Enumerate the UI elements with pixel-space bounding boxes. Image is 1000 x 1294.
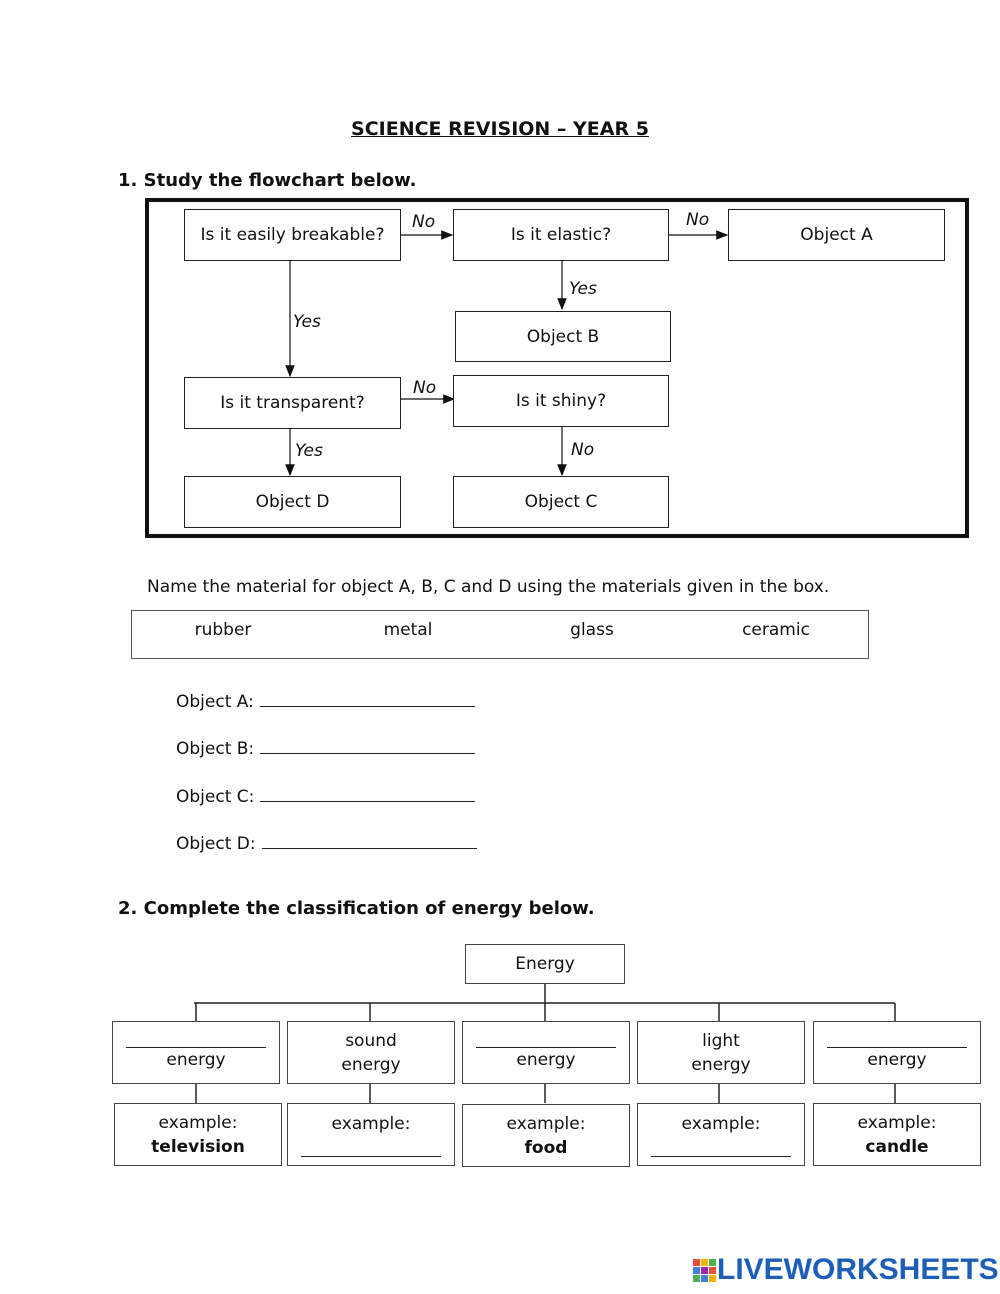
instruction-text: Name the material for object A, B, C and D using the materials given in the box. (147, 577, 830, 597)
node-object-c: Object C (453, 476, 669, 528)
energy-type-blank-5[interactable] (827, 1033, 967, 1048)
example-blank-2[interactable] (301, 1142, 441, 1157)
material-glass: glass (570, 620, 614, 640)
node-object-a: Object A (728, 209, 945, 261)
node-transparent: Is it transparent? (184, 377, 401, 429)
example-label: example: (857, 1112, 937, 1133)
example-label: example: (681, 1114, 761, 1134)
label-no: No (571, 440, 595, 460)
page-title: SCIENCE REVISION – YEAR 5 (351, 118, 649, 140)
example-box-4 (637, 1103, 805, 1166)
label-yes: Yes (295, 441, 323, 461)
question-1-heading: 1. Study the flowchart below. (118, 170, 417, 191)
answer-label: Object B: (176, 739, 255, 759)
energy-type-box-5 (813, 1021, 981, 1084)
energy-word: energy (691, 1054, 751, 1075)
energy-word: energy (166, 1050, 226, 1070)
node-object-d: Object D (184, 476, 401, 528)
answer-blank-d[interactable] (262, 830, 477, 849)
energy-type-box-2 (287, 1021, 455, 1084)
label-no: No (686, 210, 710, 230)
example-box-1 (114, 1103, 282, 1166)
label-no: No (413, 378, 437, 398)
energy-word: energy (867, 1050, 927, 1070)
label-yes: Yes (293, 312, 321, 332)
answer-row-b (176, 735, 475, 759)
materials-box (131, 610, 869, 659)
question-2-heading: 2. Complete the classification of energy below. (118, 898, 595, 919)
label-no: No (412, 212, 436, 232)
answer-label: Object A: (176, 692, 254, 712)
liveworksheets-logo (693, 1253, 999, 1287)
energy-type-blank-3[interactable] (476, 1033, 616, 1048)
energy-type-name: sound (345, 1030, 397, 1051)
answer-row-d (176, 830, 477, 854)
answer-label: Object C: (176, 787, 255, 807)
answer-blank-a[interactable] (260, 688, 475, 707)
liveworksheets-logo-text: LIVEWORKSHEETS (717, 1253, 999, 1286)
energy-word: energy (516, 1050, 576, 1070)
answer-label: Object D: (176, 834, 256, 854)
example-box-5 (813, 1103, 981, 1166)
liveworksheets-logo-icon (693, 1257, 717, 1283)
energy-type-box-1 (112, 1021, 280, 1084)
example-label: example: (158, 1112, 238, 1133)
answer-row-a (176, 688, 475, 712)
energy-type-blank-1[interactable] (126, 1033, 266, 1048)
example-label: example: (506, 1113, 586, 1134)
answer-blank-c[interactable] (260, 783, 475, 802)
example-value: food (524, 1137, 568, 1158)
node-elastic: Is it elastic? (453, 209, 669, 261)
material-ceramic: ceramic (742, 620, 810, 640)
energy-root-label: Energy (515, 954, 575, 974)
energy-word: energy (341, 1054, 401, 1075)
energy-type-box-4 (637, 1021, 805, 1084)
node-breakable: Is it easily breakable? (184, 209, 401, 261)
material-metal: metal (383, 620, 433, 640)
example-label: example: (331, 1114, 411, 1134)
label-yes: Yes (569, 279, 597, 299)
answer-blank-b[interactable] (260, 735, 475, 754)
example-box-3 (462, 1104, 630, 1167)
answer-row-c (176, 783, 475, 807)
energy-root-box (465, 944, 625, 984)
material-rubber: rubber (194, 620, 252, 640)
energy-type-box-3 (462, 1021, 630, 1084)
node-object-b: Object B (455, 311, 671, 362)
example-value: television (151, 1136, 245, 1157)
example-value: candle (865, 1136, 929, 1157)
example-blank-4[interactable] (651, 1142, 791, 1157)
node-shiny: Is it shiny? (453, 375, 669, 427)
example-box-2 (287, 1103, 455, 1166)
energy-type-name: light (702, 1030, 740, 1051)
